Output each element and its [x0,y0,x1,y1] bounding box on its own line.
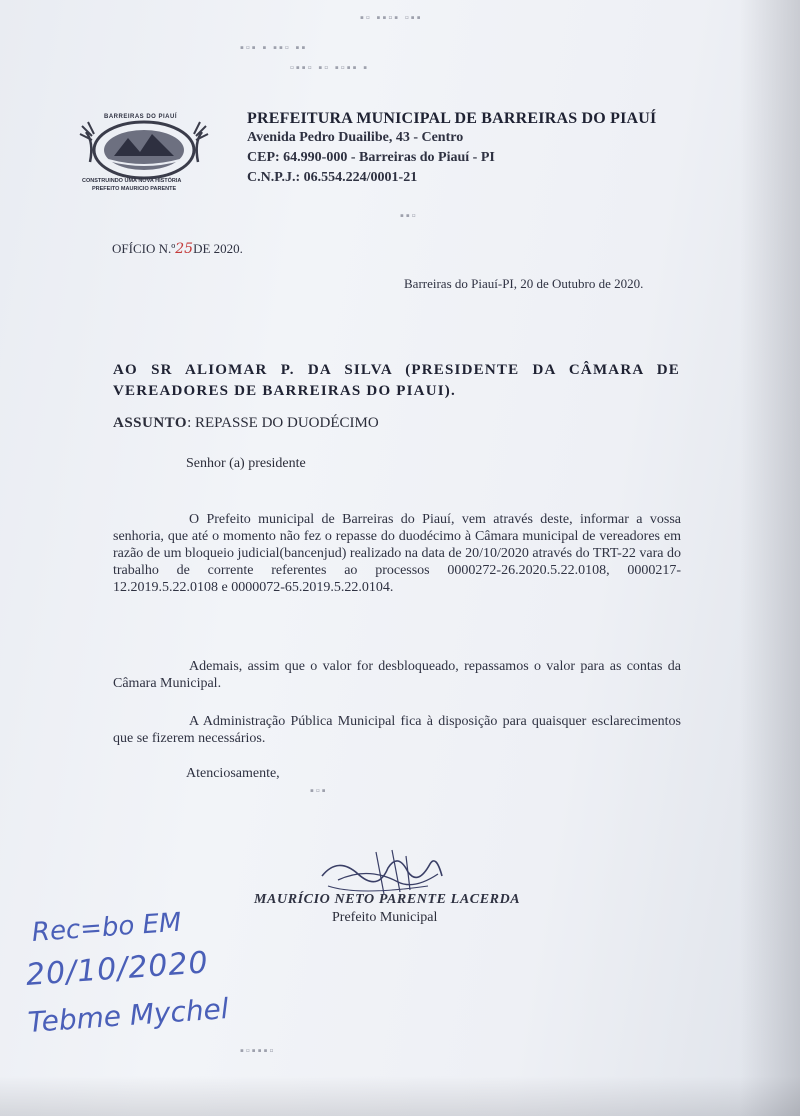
place-date: Barreiras do Piauí-PI, 20 de Outubro de 2020. [404,276,644,291]
logo-bottom-text: CONSTRUINDO UMA NOVA HISTÓRIA [82,178,182,184]
bleed-through-marks: ▪▫▪ ▪ ▪▪▫ ▪▪ [240,42,308,54]
body-paragraph: A Administração Pública Municipal fica à disposição para quaisquer esclarecimentos que se fizerem necessários. [113,714,681,746]
bleed-through-marks: ▪▫▪▪▪▫ [240,1045,276,1057]
bleed-through-marks: ▪▪▫ [400,210,418,222]
body-paragraph: O Prefeito municipal de Barreiras do Piauí, vem através deste, informar a vossa senhoria, que até o momento não fez o repasse do duodécimo à Câmara municipal de vereadores em razão de um bloqueio judicial(bancenjud) realizado na data de 20/10/2020 através do TRT-22 vara do trabalho de corrente referentes ao processos 0000272-26.2020.5.22.0108, 0000217-12.2019.5.22.0108 e 0000072-65.2019.5.22.0104. [113,512,681,595]
logo-footer-text: PREFEITO MAURICIO PARENTE [92,186,177,192]
bleed-through-marks: ▫▪▪▫ ▪▫ ▪▫▪▪ ▪ [290,62,370,74]
oficio-prefix: OFÍCIO N.º [112,241,176,256]
bleed-through-marks: ▪▫▪ [310,785,328,797]
oficio-handwritten-number: 25 [175,241,194,257]
subject-label: ASSUNTO [113,415,188,431]
oficio-suffix: DE 2020. [193,241,243,256]
page-shadow [0,1076,800,1116]
signer-name: MAURÍCIO NETO PARENTE LACERDA [254,892,521,907]
handwritten-received-note: Rec=bo EM [30,907,183,948]
addressee: AO SR ALIOMAR P. DA SILVA (PRESIDENTE DA CÂMARA DE VEREADORES DE BARREIRAS DO PIAUI). [113,362,680,399]
prefeitura-title: PREFEITURA MUNICIPAL DE BARREIRAS DO PIAUÍ [247,110,657,127]
bleed-through-marks: ▪▫ ▪▪▫▪ ▫▪▪ [360,12,423,24]
closing: Atenciosamente, [186,766,280,781]
body-paragraph: Ademais, assim que o valor for desbloqueado, repassamos o valor para as contas da Câmara Municipal. [113,659,681,691]
oficio-number [112,241,243,257]
signature [318,846,448,898]
logo-top-text: BARREIRAS DO PIAUÍ [104,114,178,120]
letterhead [247,110,656,188]
subject-line [113,415,379,432]
header-address: Avenida Pedro Duailibe, 43 - Centro [247,130,464,145]
salutation: Senhor (a) presidente [186,456,306,471]
header-cnpj: C.N.P.J.: 06.554.224/0001-21 [247,170,418,185]
handwritten-receiver-name: Tebme Mychel [26,992,230,1039]
handwritten-received-date: 20/10/2020 [24,945,210,993]
page-shadow [740,0,800,1116]
header-cep: CEP: 64.990-000 - Barreiras do Piauí - PI [247,150,495,165]
signer-role: Prefeito Municipal [332,910,438,925]
subject-text: : REPASSE DO DUODÉCIMO [187,415,379,431]
